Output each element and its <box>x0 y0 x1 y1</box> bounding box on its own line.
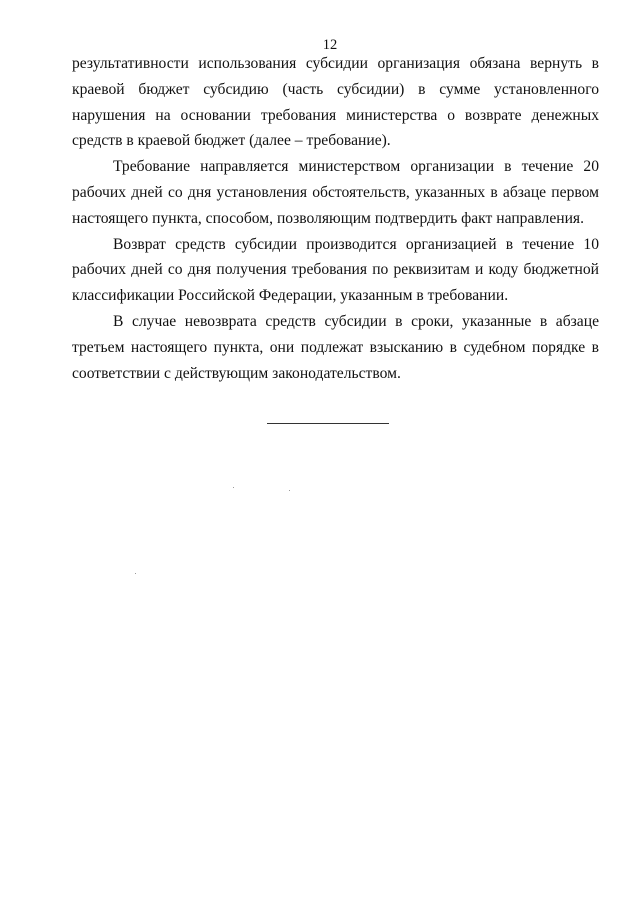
paragraph-continuation: результативности использования субсидии организация обязана вернуть в краевой бюджет субсидию (часть субсидии) в сумме установленного нарушения на основании требования министерства о возврате денежных средств в краевой бюджет (далее – требование). <box>72 55 599 150</box>
scan-speck <box>289 490 290 491</box>
page-number: 12 <box>322 37 338 53</box>
scan-speck <box>233 487 234 488</box>
scan-speck <box>135 573 136 574</box>
paragraph-refund-procedure: Возврат средств субсидии производится организацией в течение 10 рабочих дней со дня получения требования по реквизитам и коду бюджетной классификации Российской Федерации, указанным в требовании. <box>72 235 599 305</box>
paragraph-non-refund: В случае невозврата средств субсидии в сроки, указанные в абзаце третьем настоящего пункта, они подлежат взысканию в судебном порядке в соответствии с действующим законодательством. <box>72 312 599 382</box>
paragraph-requirement-sent: Требование направляется министерством организации в течение 20 рабочих дней со дня установления обстоятельств, указанных в абзаце первом настоящего пункта, способом, позволяющим подтвердить факт направления. <box>72 158 599 227</box>
document-body <box>72 51 599 386</box>
end-divider-line <box>267 423 389 424</box>
